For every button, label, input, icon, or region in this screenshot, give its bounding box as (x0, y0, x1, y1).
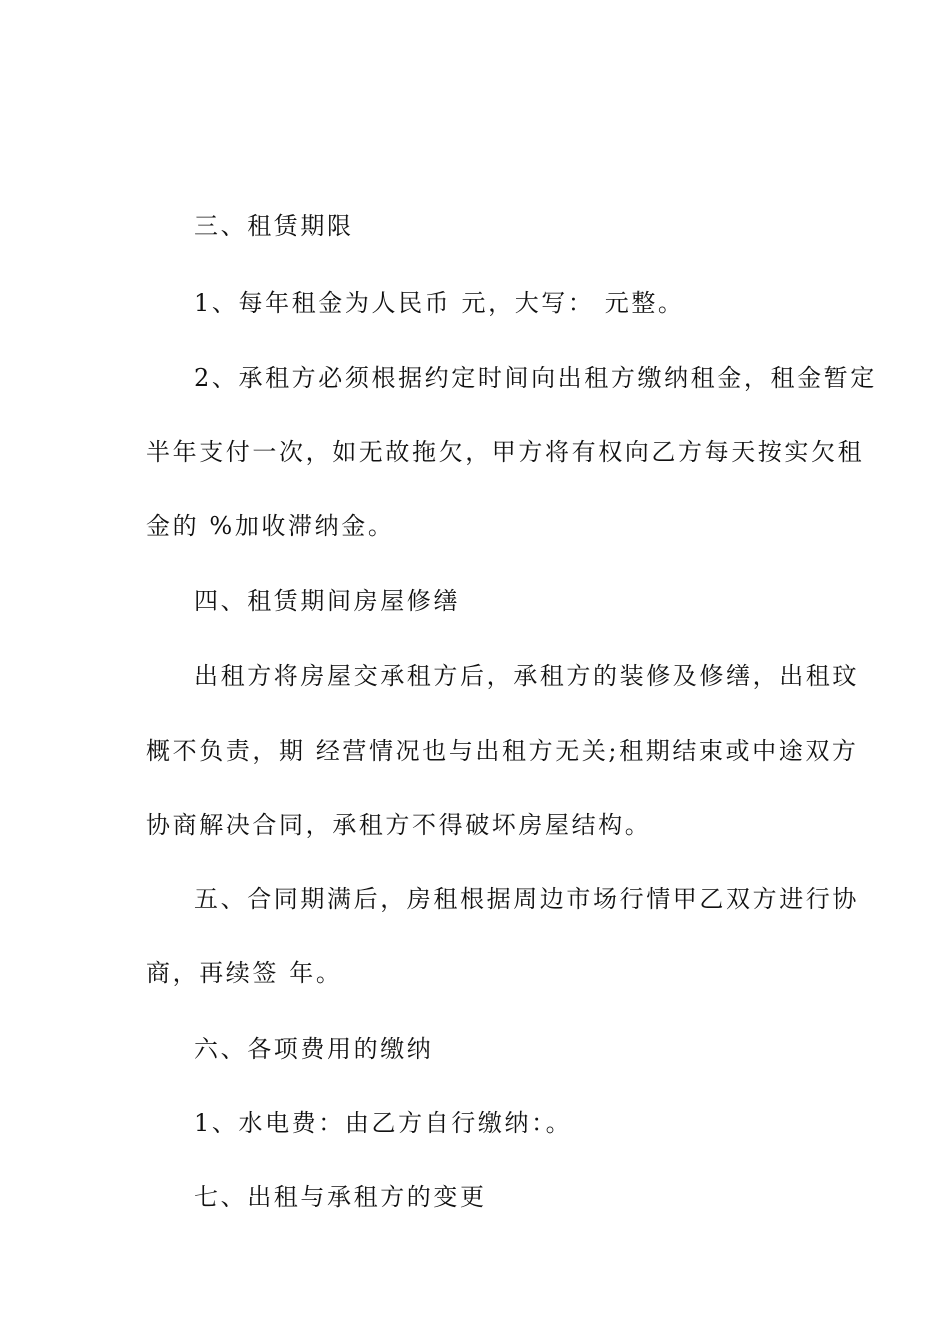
paragraph-repairs-line1: 出租方将房屋交承租方后，承租方的装修及修缮，出租玟 (194, 662, 859, 690)
paragraph-repairs-line3: 协商解决合同，承租方不得破坏房屋结构。 (146, 811, 652, 839)
paragraph-rent-payment-line1: 2、承租方必须根据约定时间向出租方缴纳租金，租金暂定 (194, 364, 877, 392)
paragraph-rent-payment-line3: 金的 %加收滞纳金。 (146, 512, 395, 540)
section-heading-contract-expiry-line1: 五、合同期满后，房租根据周边市场行情甲乙双方进行协 (194, 885, 859, 913)
paragraph-annual-rent: 1、每年租金为人民币 元，大写： 元整。 (194, 289, 685, 317)
section-heading-lease-term: 三、租赁期限 (194, 212, 354, 240)
paragraph-repairs-line2: 概不负责，期 经营情况也与出租方无关;租期结束或中途双方 (146, 737, 859, 765)
paragraph-rent-payment-line2: 半年支付一次，如无故拖欠，甲方将有权向乙方每天按实欠租 (146, 438, 865, 466)
section-heading-party-change: 七、出租与承租方的变更 (194, 1183, 487, 1211)
section-heading-fees: 六、各项费用的缴纳 (194, 1035, 434, 1063)
paragraph-utilities: 1、水电费：由乙方自行缴纳：。 (194, 1109, 573, 1137)
section-heading-contract-expiry-line2: 商，再续签 年。 (146, 959, 343, 987)
section-heading-repairs: 四、租赁期间房屋修缮 (194, 587, 460, 615)
